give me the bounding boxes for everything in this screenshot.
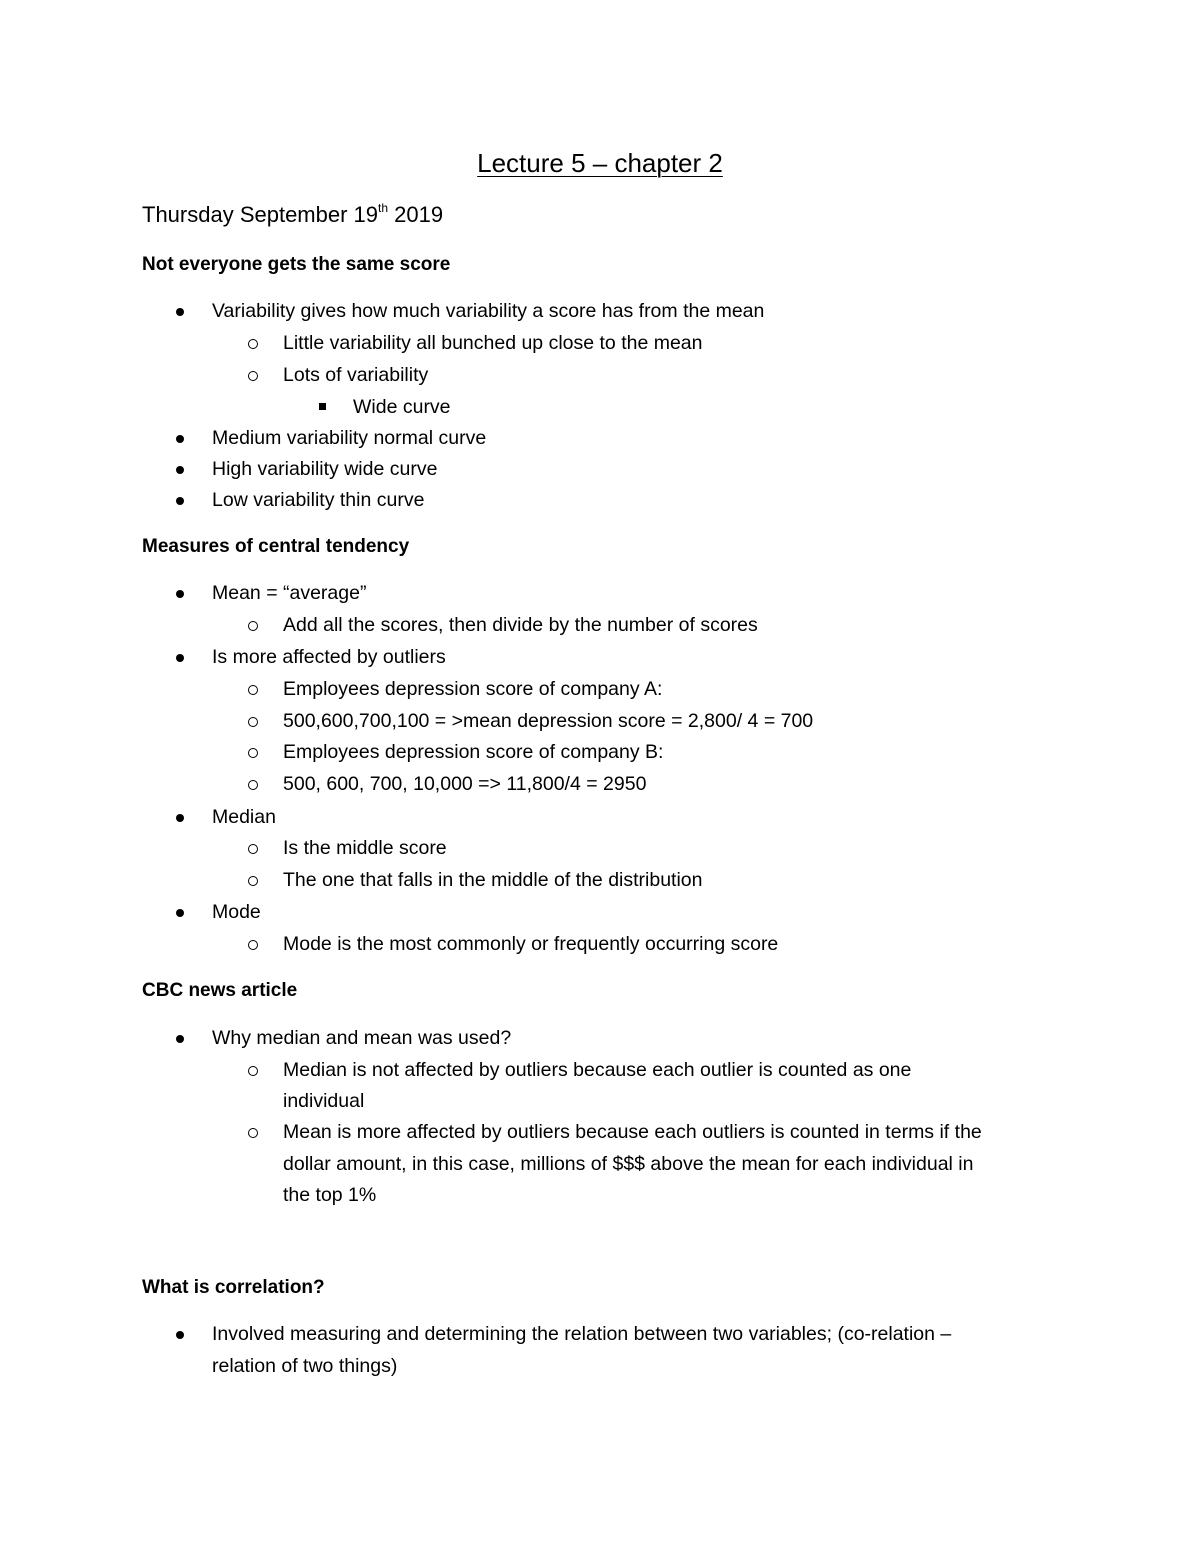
list-item: Median <box>212 806 276 828</box>
circle-bullet-icon <box>248 940 258 950</box>
lecture-date <box>142 200 443 230</box>
list-item: Mean = “average” <box>212 582 367 604</box>
list-item: Variability gives how much variability a score has from the mean <box>212 300 765 322</box>
list-item-continuation: individual <box>283 1090 365 1112</box>
section-heading: CBC news article <box>142 980 298 1001</box>
date-year: 2019 <box>388 202 444 227</box>
list-item: Little variability all bunched up close to the mean <box>283 332 703 354</box>
circle-bullet-icon <box>248 748 258 758</box>
list-item: 500, 600, 700, 10,000 => 11,800/4 = 2950 <box>283 773 647 795</box>
list-item: Low variability thin curve <box>212 489 425 511</box>
list-item: Employees depression score of company B: <box>283 741 664 763</box>
section-heading: Measures of central tendency <box>142 536 410 557</box>
circle-bullet-icon <box>248 876 258 886</box>
square-bullet-icon <box>319 403 326 410</box>
list-item: High variability wide curve <box>212 458 438 480</box>
list-item-continuation: dollar amount, in this case, millions of $$$ above the mean for each individual in <box>283 1153 974 1175</box>
section-heading: What is correlation? <box>142 1277 325 1298</box>
circle-bullet-icon <box>248 621 258 631</box>
circle-bullet-icon <box>248 780 258 790</box>
circle-bullet-icon <box>248 844 258 854</box>
list-item: Is the middle score <box>283 837 447 859</box>
bullet-icon <box>176 590 184 598</box>
circle-bullet-icon <box>248 717 258 727</box>
list-item: Lots of variability <box>283 364 429 386</box>
circle-bullet-icon <box>248 339 258 349</box>
bullet-icon <box>176 814 184 822</box>
list-item: Is more affected by outliers <box>212 646 446 668</box>
page-title: Lecture 5 – chapter 2 <box>477 148 723 178</box>
list-item: Add all the scores, then divide by the number of scores <box>283 614 758 636</box>
circle-bullet-icon <box>248 371 258 381</box>
list-item-continuation: the top 1% <box>283 1184 377 1206</box>
bullet-icon <box>176 497 184 505</box>
circle-bullet-icon <box>248 1128 258 1138</box>
circle-bullet-icon <box>248 1066 258 1076</box>
list-item: 500,600,700,100 = >mean depression score = 2,800/ 4 = 700 <box>283 710 814 732</box>
bullet-icon <box>176 654 184 662</box>
circle-bullet-icon <box>248 685 258 695</box>
list-item: Median is not affected by outliers because each outlier is counted as one <box>283 1059 912 1081</box>
date-ordinal-suffix: th <box>378 201 389 215</box>
list-item-continuation: relation of two things) <box>212 1355 398 1377</box>
list-item: Employees depression score of company A: <box>283 678 663 700</box>
bullet-icon <box>176 435 184 443</box>
list-item: The one that falls in the middle of the distribution <box>283 869 703 891</box>
list-item: Mode is the most commonly or frequently occurring score <box>283 933 779 955</box>
bullet-icon <box>176 909 184 917</box>
list-item: Involved measuring and determining the relation between two variables; (co-relation – <box>212 1323 952 1345</box>
section-heading: Not everyone gets the same score <box>142 254 451 275</box>
bullet-icon <box>176 1035 184 1043</box>
list-item: Mode <box>212 901 261 923</box>
date-text: Thursday September 19 <box>142 202 379 227</box>
bullet-icon <box>176 1331 184 1339</box>
bullet-icon <box>176 466 184 474</box>
list-item: Mean is more affected by outliers because each outliers is counted in terms if the <box>283 1121 982 1143</box>
list-item: Why median and mean was used? <box>212 1027 512 1049</box>
bullet-icon <box>176 308 184 316</box>
list-item: Wide curve <box>353 396 451 418</box>
list-item: Medium variability normal curve <box>212 427 487 449</box>
